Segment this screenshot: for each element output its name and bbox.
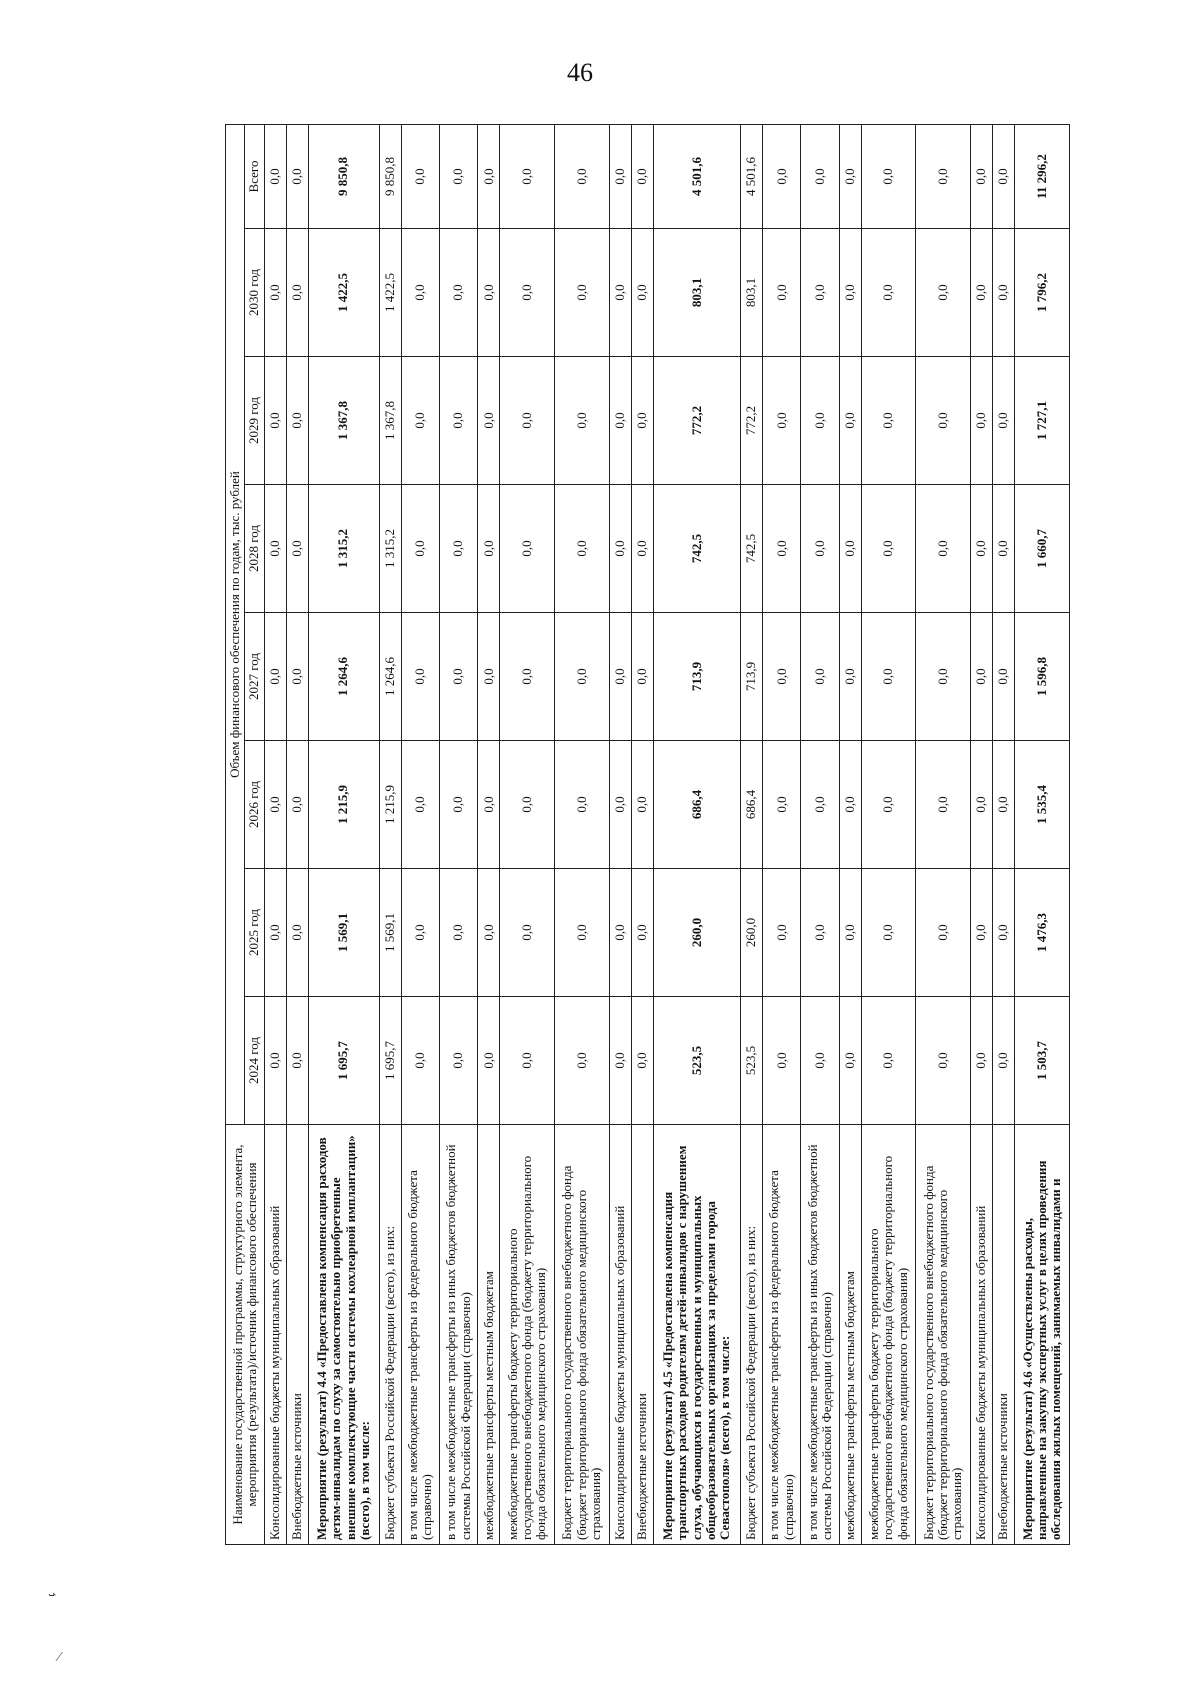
row-value: 0,0 [839, 124, 861, 228]
row-value: 0,0 [286, 124, 308, 228]
row-name: в том числе межбюджетные трансферты из иных бюджетов бюджетной системы Российской Федерации (справочно) [439, 1125, 477, 1545]
row-value: 0,0 [286, 613, 308, 741]
row-value: 0,0 [264, 997, 286, 1125]
header-volume: Объем финансового обеспечения по годам, тыс. рублей [226, 124, 245, 1124]
row-value: 0,0 [763, 229, 801, 357]
table-row [801, 124, 839, 1544]
row-value: 0,0 [801, 229, 839, 357]
row-name: межбюджетные трансферты бюджету территориального государственного внебюджетного фонда (бюджету территориального фонда обязательного медицинского страхования) [861, 1125, 916, 1545]
row-value: 1 315,2 [379, 485, 401, 613]
row-value: 1 503,7 [1015, 997, 1070, 1125]
row-value: 0,0 [839, 229, 861, 357]
row-value: 0,0 [763, 124, 801, 228]
row-value: 0,0 [264, 124, 286, 228]
header-year: 2030 год [245, 229, 264, 357]
row-value: 0,0 [861, 485, 916, 613]
row-value: 1 660,7 [1015, 485, 1070, 613]
row-name: межбюджетные трансферты местным бюджетам [839, 1125, 861, 1545]
table-row [653, 124, 740, 1544]
row-value: 0,0 [609, 997, 631, 1125]
row-value: 11 296,2 [1015, 124, 1070, 228]
page-number: 46 [567, 58, 593, 87]
header-row-1 [226, 124, 245, 1544]
row-value: 0,0 [971, 869, 993, 997]
row-value: 0,0 [264, 613, 286, 741]
row-value: 0,0 [264, 357, 286, 485]
row-value: 0,0 [286, 357, 308, 485]
row-value: 9 850,8 [308, 124, 379, 228]
row-value: 0,0 [631, 124, 653, 228]
row-value: 0,0 [801, 741, 839, 869]
row-value: 1 422,5 [308, 229, 379, 357]
scan-mark: ܝ [48, 1585, 57, 1600]
row-value: 0,0 [609, 485, 631, 613]
row-value: 0,0 [971, 741, 993, 869]
row-value: 0,0 [439, 124, 477, 228]
row-value: 0,0 [500, 997, 555, 1125]
financing-table-rotated [225, 125, 1070, 1545]
row-value: 1 695,7 [379, 997, 401, 1125]
row-value: 0,0 [801, 869, 839, 997]
row-value: 0,0 [839, 613, 861, 741]
row-value: 0,0 [609, 613, 631, 741]
row-value: 0,0 [401, 124, 439, 228]
header-year: Всего [245, 124, 264, 228]
row-value: 0,0 [993, 997, 1015, 1125]
row-value: 0,0 [861, 997, 916, 1125]
row-value: 0,0 [861, 229, 916, 357]
row-value: 0,0 [839, 485, 861, 613]
row-value: 0,0 [439, 869, 477, 997]
row-name: в том числе межбюджетные трансферты из федерального бюджета (справочно) [763, 1125, 801, 1545]
row-value: 0,0 [500, 613, 555, 741]
row-value: 0,0 [478, 741, 500, 869]
table-row [993, 124, 1015, 1544]
scan-mark: ⁄ [58, 1650, 61, 1665]
row-value: 0,0 [555, 997, 610, 1125]
row-value: 0,0 [401, 741, 439, 869]
row-value: 0,0 [861, 741, 916, 869]
row-value: 0,0 [286, 997, 308, 1125]
row-value: 0,0 [631, 485, 653, 613]
row-value: 0,0 [763, 357, 801, 485]
row-value: 0,0 [439, 741, 477, 869]
row-value: 0,0 [916, 741, 971, 869]
table-row [609, 124, 631, 1544]
row-value: 0,0 [631, 869, 653, 997]
row-value: 0,0 [971, 997, 993, 1125]
row-value: 1 264,6 [379, 613, 401, 741]
row-value: 523,5 [741, 997, 763, 1125]
row-value: 1 367,8 [379, 357, 401, 485]
row-value: 1 422,5 [379, 229, 401, 357]
row-value: 0,0 [609, 741, 631, 869]
table-row [439, 124, 477, 1544]
row-value: 772,2 [741, 357, 763, 485]
row-name: Мероприятие (результат) 4.4 «Предоставлена компенсация расходов детям-инвалидам по слуху за самостоятельно приобретенные внешние комплектующие части системы кохлеарной имплантации» (всего), в том числе: [308, 1125, 379, 1545]
row-value: 0,0 [555, 869, 610, 997]
table-row [286, 124, 308, 1544]
row-value: 0,0 [631, 997, 653, 1125]
row-value: 0,0 [839, 357, 861, 485]
row-value: 0,0 [839, 741, 861, 869]
row-value: 4 501,6 [741, 124, 763, 228]
row-value: 0,0 [439, 613, 477, 741]
row-value: 0,0 [500, 124, 555, 228]
row-value: 0,0 [801, 124, 839, 228]
header-name: Наименование государственной программы, структурного элемента, мероприятия (результата)/источник финансового обеспечения [226, 1125, 265, 1545]
row-value: 772,2 [653, 357, 740, 485]
row-value: 0,0 [439, 485, 477, 613]
row-value: 0,0 [439, 997, 477, 1125]
row-value: 0,0 [763, 485, 801, 613]
row-value: 0,0 [500, 869, 555, 997]
row-value: 0,0 [631, 357, 653, 485]
row-value: 0,0 [993, 124, 1015, 228]
row-value: 0,0 [500, 485, 555, 613]
row-name: Бюджет субъекта Российской Федерации (всего), из них: [379, 1125, 401, 1545]
row-value: 0,0 [478, 997, 500, 1125]
row-value: 0,0 [401, 613, 439, 741]
row-value: 0,0 [439, 357, 477, 485]
row-value: 1 535,4 [1015, 741, 1070, 869]
row-value: 1 727,1 [1015, 357, 1070, 485]
table-row [631, 124, 653, 1544]
row-value: 0,0 [861, 124, 916, 228]
row-value: 1 215,9 [308, 741, 379, 869]
row-value: 803,1 [653, 229, 740, 357]
row-name: Мероприятие (результат) 4.6 «Осуществлены расходы, направленные на закупку экспертных услуг в целях проведения обследования жилых помещений, занимаемых инвалидами и [1015, 1125, 1070, 1545]
row-value: 713,9 [741, 613, 763, 741]
table-row [916, 124, 971, 1544]
row-value: 1 796,2 [1015, 229, 1070, 357]
row-name: Бюджет территориального государственного внебюджетного фонда (бюджет территориального фонда обязательного медицинского страхования) [916, 1125, 971, 1545]
row-value: 0,0 [609, 124, 631, 228]
row-value: 0,0 [401, 869, 439, 997]
row-value: 0,0 [500, 357, 555, 485]
row-value: 0,0 [971, 229, 993, 357]
table-row [971, 124, 993, 1544]
row-value: 0,0 [500, 229, 555, 357]
table-row [763, 124, 801, 1544]
row-name: межбюджетные трансферты местным бюджетам [478, 1125, 500, 1545]
row-name: межбюджетные трансферты бюджету территориального государственного внебюджетного фонда (бюджету территориального фонда обязательного медицинского страхования) [500, 1125, 555, 1545]
row-value: 0,0 [993, 229, 1015, 357]
row-value: 0,0 [478, 229, 500, 357]
row-value: 0,0 [993, 357, 1015, 485]
row-value: 0,0 [916, 997, 971, 1125]
row-value: 1 596,8 [1015, 613, 1070, 741]
row-value: 0,0 [478, 613, 500, 741]
row-value: 742,5 [741, 485, 763, 613]
table-row [264, 124, 286, 1544]
row-value: 0,0 [478, 869, 500, 997]
table-row [401, 124, 439, 1544]
row-value: 9 850,8 [379, 124, 401, 228]
row-name: Внебюджетные источники [286, 1125, 308, 1545]
row-value: 0,0 [286, 869, 308, 997]
row-value: 686,4 [741, 741, 763, 869]
row-name: Бюджет субъекта Российской Федерации (всего), из них: [741, 1125, 763, 1545]
row-value: 1 367,8 [308, 357, 379, 485]
table-row [555, 124, 610, 1544]
header-year: 2025 год [245, 869, 264, 997]
row-value: 0,0 [993, 613, 1015, 741]
row-value: 0,0 [993, 485, 1015, 613]
row-value: 0,0 [916, 485, 971, 613]
row-value: 0,0 [971, 613, 993, 741]
row-value: 713,9 [653, 613, 740, 741]
row-value: 0,0 [631, 613, 653, 741]
row-value: 0,0 [861, 613, 916, 741]
row-value: 0,0 [971, 485, 993, 613]
row-value: 0,0 [861, 357, 916, 485]
row-value: 0,0 [264, 229, 286, 357]
row-value: 0,0 [763, 613, 801, 741]
row-value: 0,0 [631, 229, 653, 357]
row-name: Внебюджетные источники [631, 1125, 653, 1545]
table-row [308, 124, 379, 1544]
row-value: 0,0 [555, 357, 610, 485]
row-value: 0,0 [916, 869, 971, 997]
table-row [379, 124, 401, 1544]
row-value: 1 476,3 [1015, 869, 1070, 997]
row-value: 0,0 [555, 613, 610, 741]
row-value: 0,0 [763, 869, 801, 997]
row-value: 0,0 [264, 741, 286, 869]
row-value: 1 569,1 [308, 869, 379, 997]
row-value: 0,0 [555, 124, 610, 228]
row-value: 0,0 [401, 997, 439, 1125]
header-year: 2028 год [245, 485, 264, 613]
table-row [500, 124, 555, 1544]
row-value: 1 315,2 [308, 485, 379, 613]
row-value: 1 215,9 [379, 741, 401, 869]
table-row [1015, 124, 1070, 1544]
row-value: 0,0 [609, 229, 631, 357]
row-name: в том числе межбюджетные трансферты из иных бюджетов бюджетной системы Российской Федерации (справочно) [801, 1125, 839, 1545]
row-value: 0,0 [478, 124, 500, 228]
row-value: 0,0 [839, 997, 861, 1125]
table-row [839, 124, 861, 1544]
row-value: 0,0 [264, 869, 286, 997]
row-name: Мероприятие (результат) 4.5 «Предоставлена компенсация транспортных расходов родителям детей-инвалидов с нарушением слуха, обучающихся в государственных и муниципальных общеобразовательных организациях за пределами города Севастополя» (всего), в том числе: [653, 1125, 740, 1545]
row-value: 0,0 [993, 869, 1015, 997]
row-value: 0,0 [763, 997, 801, 1125]
row-value: 0,0 [401, 357, 439, 485]
row-value: 523,5 [653, 997, 740, 1125]
row-value: 0,0 [555, 229, 610, 357]
row-name: Консолидированные бюджеты муниципальных образований [971, 1125, 993, 1545]
row-name: Бюджет территориального государственного внебюджетного фонда (бюджет территориального фонда обязательного медицинского страхования) [555, 1125, 610, 1545]
row-value: 0,0 [916, 357, 971, 485]
row-value: 803,1 [741, 229, 763, 357]
row-value: 0,0 [801, 997, 839, 1125]
header-year: 2027 год [245, 613, 264, 741]
row-value: 0,0 [801, 485, 839, 613]
row-value: 1 695,7 [308, 997, 379, 1125]
row-name: Консолидированные бюджеты муниципальных образований [609, 1125, 631, 1545]
row-value: 0,0 [555, 485, 610, 613]
row-value: 0,0 [839, 869, 861, 997]
row-value: 0,0 [286, 741, 308, 869]
row-value: 4 501,6 [653, 124, 740, 228]
row-value: 0,0 [286, 485, 308, 613]
row-value: 0,0 [763, 741, 801, 869]
row-name: Внебюджетные источники [993, 1125, 1015, 1545]
row-value: 0,0 [971, 124, 993, 228]
row-value: 0,0 [609, 357, 631, 485]
table-row [741, 124, 763, 1544]
row-value: 0,0 [631, 741, 653, 869]
row-value: 1 569,1 [379, 869, 401, 997]
row-value: 0,0 [916, 124, 971, 228]
header-year: 2029 год [245, 357, 264, 485]
row-value: 0,0 [993, 741, 1015, 869]
row-value: 0,0 [971, 357, 993, 485]
row-value: 0,0 [801, 613, 839, 741]
row-value: 0,0 [478, 357, 500, 485]
table-row [478, 124, 500, 1544]
row-name: Консолидированные бюджеты муниципальных образований [264, 1125, 286, 1545]
row-value: 0,0 [861, 869, 916, 997]
row-value: 0,0 [500, 741, 555, 869]
row-value: 0,0 [401, 485, 439, 613]
row-value: 0,0 [401, 229, 439, 357]
row-value: 1 264,6 [308, 613, 379, 741]
header-year: 2026 год [245, 741, 264, 869]
financing-table [225, 124, 1070, 1545]
row-value: 0,0 [439, 229, 477, 357]
row-value: 686,4 [653, 741, 740, 869]
row-value: 0,0 [609, 869, 631, 997]
header-year: 2024 год [245, 997, 264, 1125]
table-row [861, 124, 916, 1544]
row-value: 0,0 [286, 229, 308, 357]
row-name: в том числе межбюджетные трансферты из федерального бюджета (справочно) [401, 1125, 439, 1545]
row-value: 0,0 [555, 741, 610, 869]
row-value: 0,0 [916, 613, 971, 741]
row-value: 260,0 [653, 869, 740, 997]
row-value: 0,0 [801, 357, 839, 485]
row-value: 260,0 [741, 869, 763, 997]
row-value: 0,0 [264, 485, 286, 613]
table-body [264, 124, 1069, 1544]
row-value: 742,5 [653, 485, 740, 613]
row-value: 0,0 [478, 485, 500, 613]
row-value: 0,0 [916, 229, 971, 357]
